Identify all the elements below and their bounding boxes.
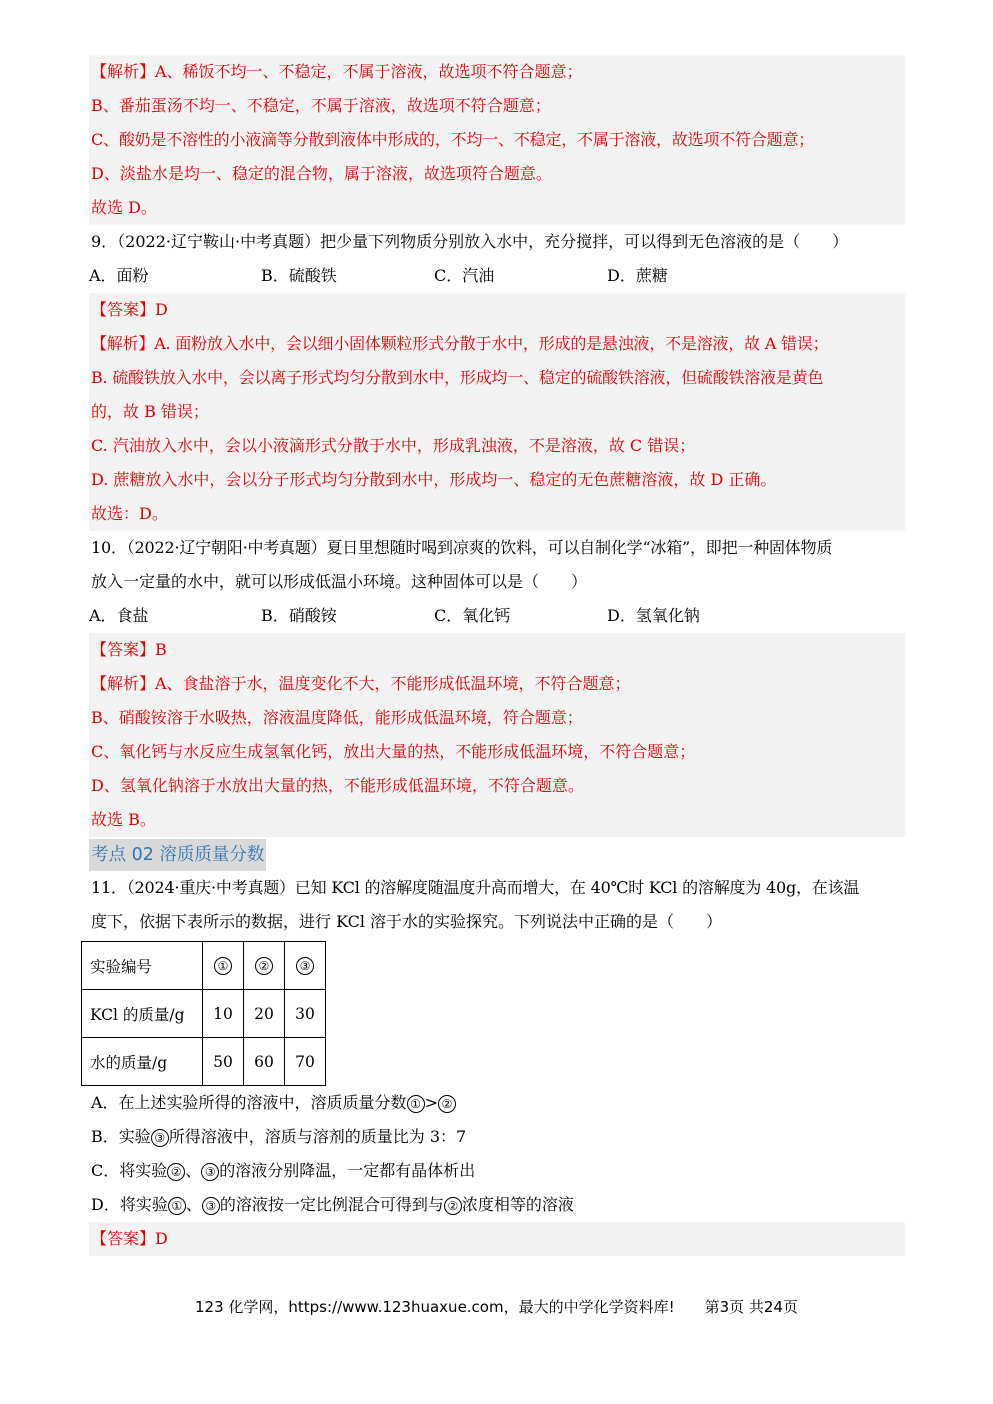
q9-answer: 【答案】D [91, 300, 168, 319]
experiment-table [81, 941, 326, 1086]
q10-option-c: C．氧化钙 [434, 606, 511, 625]
circled-number: ② [438, 1095, 456, 1113]
q8-analysis-block [89, 55, 905, 225]
table-cell: 70 [285, 1038, 326, 1086]
q10-answer: 【答案】B [91, 640, 167, 659]
q9-analysis-line: D. 蔗糖放入水中，会以分子形式均匀分散到水中，形成均一、稳定的无色蔗糖溶液，故 D 正确。 [91, 470, 777, 489]
section-heading-row [89, 837, 905, 871]
option-text: A．在上述实验所得的溶液中，溶质质量分数 [91, 1093, 407, 1112]
q10-stem-line: 10．（2022·辽宁朝阳·中考真题）夏日里想随时喝到凉爽的饮料，可以自制化学“冰箱”，即把一种固体物质 [91, 538, 833, 557]
q11-option-c [89, 1154, 905, 1188]
q9-option-a: A．面粉 [89, 266, 149, 285]
circled-number: ① [407, 1095, 425, 1113]
table-header-cell [203, 942, 244, 990]
q8-analysis-line: C、酸奶是不溶性的小液滴等分散到液体中形成的，不均一、不稳定，不属于溶液，故选项不符合题意； [91, 130, 815, 149]
q11-stem-line: 11．（2024·重庆·中考真题）已知 KCl 的溶解度随温度升高而增大，在 40℃时 KCl 的溶解度为 40g，在该温 [91, 878, 860, 897]
circled-number: ② [167, 1163, 185, 1181]
q9-analysis-line: 【解析】A. 面粉放入水中，会以细小固体颗粒形式分散于水中，形成的是悬浊液，不是溶液，故 A 错误； [91, 334, 829, 353]
q9-analysis-line: B. 硫酸铁放入水中，会以离子形式均匀分散到水中，形成均一、稳定的硫酸铁溶液，但硫酸铁溶液是黄色 [91, 368, 824, 387]
option-text: 、 [185, 1161, 202, 1180]
q9-stem: 9．（2022·辽宁鞍山·中考真题）把少量下列物质分别放入水中，充分搅拌，可以得到无色溶液的是（ ） [91, 232, 849, 251]
table-cell: 50 [203, 1038, 244, 1086]
circled-number: ③ [202, 1197, 220, 1215]
circled-number: ① [168, 1197, 186, 1215]
q11-option-a [89, 1086, 905, 1120]
q9-solution-block [89, 293, 905, 531]
q8-analysis-line: D、淡盐水是均一、稳定的混合物，属于溶液，故选项符合题意。 [91, 164, 552, 183]
table-header-row [82, 942, 326, 990]
q9-option-b: B．硫酸铁 [261, 266, 337, 285]
option-text: 的溶液按一定比例混合可得到与 [219, 1195, 444, 1214]
q11-option-b [89, 1120, 905, 1154]
circled-number: ② [444, 1197, 462, 1215]
page-footer: 123 化学网，https://www.123huaxue.com，最大的中学化学资料库! 第3页 共24页 [194, 1298, 799, 1316]
page-content [89, 55, 905, 1256]
q9-option-d: D．蔗糖 [607, 266, 668, 285]
table-cell: 10 [203, 990, 244, 1038]
table-cell: 20 [244, 990, 285, 1038]
option-text: 浓度相等的溶液 [461, 1195, 574, 1214]
table-row [82, 1038, 326, 1086]
q10-option-b: B．硝酸铵 [261, 606, 337, 625]
q10-solution-block [89, 633, 905, 837]
q8-analysis-line: 【解析】A、稀饭不均一、不稳定，不属于溶液，故选项不符合题意； [91, 62, 583, 81]
circled-number: ③ [151, 1129, 169, 1147]
q10-analysis-line: 故选 B。 [91, 810, 156, 829]
circled-number: ① [214, 957, 232, 975]
q9-analysis-line: C. 汽油放入水中，会以小液滴形式分散于水中，形成乳浊液，不是溶液，故 C 错误； [91, 436, 696, 455]
q10-analysis-line: B、硝酸铵溶于水吸热，溶液温度降低，能形成低温环境，符合题意； [91, 708, 583, 727]
circled-number: ③ [201, 1163, 219, 1181]
q11-option-d [89, 1188, 905, 1222]
table-cell: 60 [244, 1038, 285, 1086]
q11-solution-block [89, 1222, 905, 1256]
q8-analysis-line: 故选 D。 [91, 198, 157, 217]
table-row [82, 990, 326, 1038]
circled-number: ② [255, 957, 273, 975]
q10-option-a: A．食盐 [89, 606, 149, 625]
option-text: > [424, 1093, 438, 1112]
option-text: C．将实验 [91, 1161, 168, 1180]
q9-analysis-line: 故选：D。 [91, 504, 168, 523]
circled-number: ③ [296, 957, 314, 975]
q8-analysis-line: B、番茄蛋汤不均一、不稳定，不属于溶液，故选项不符合题意； [91, 96, 551, 115]
q9-options [89, 259, 905, 293]
q10-option-d: D．氢氧化钠 [607, 606, 700, 625]
q10-analysis-line: 【解析】A、食盐溶于水，温度变化不大，不能形成低温环境，不符合题意； [91, 674, 631, 693]
option-text: 、 [185, 1195, 202, 1214]
table-header-cell [285, 942, 326, 990]
option-text: 所得溶液中，溶质与溶剂的质量比为 3：7 [168, 1127, 467, 1146]
q11-answer: 【答案】D [91, 1229, 168, 1248]
q10-options [89, 599, 905, 633]
table-cell: KCl 的质量/g [82, 990, 203, 1038]
option-text: D．将实验 [91, 1195, 168, 1214]
q10-stem-line: 放入一定量的水中，就可以形成低温小环境。这种固体可以是（ ） [91, 572, 588, 591]
q9-option-c: C．汽油 [434, 266, 495, 285]
option-text: B．实验 [91, 1127, 151, 1146]
q10-analysis-line: D、氢氧化钠溶于水放出大量的热，不能形成低温环境，不符合题意。 [91, 776, 584, 795]
section-heading: 考点 02 溶质质量分数 [89, 839, 266, 871]
option-text: 的溶液分别降温，一定都有晶体析出 [219, 1161, 476, 1180]
table-header-cell: 实验编号 [82, 942, 203, 990]
table-cell: 水的质量/g [82, 1038, 203, 1086]
q11-stem-line: 度下，依据下表所示的数据，进行 KCl 溶于水的实验探究。下列说法中正确的是（ ） [91, 912, 723, 931]
q9-analysis-line: 的，故 B 错误； [91, 402, 209, 421]
q10-analysis-line: C、氧化钙与水反应生成氢氧化钙，放出大量的热，不能形成低温环境，不符合题意； [91, 742, 696, 761]
table-cell: 30 [285, 990, 326, 1038]
table-header-cell [244, 942, 285, 990]
